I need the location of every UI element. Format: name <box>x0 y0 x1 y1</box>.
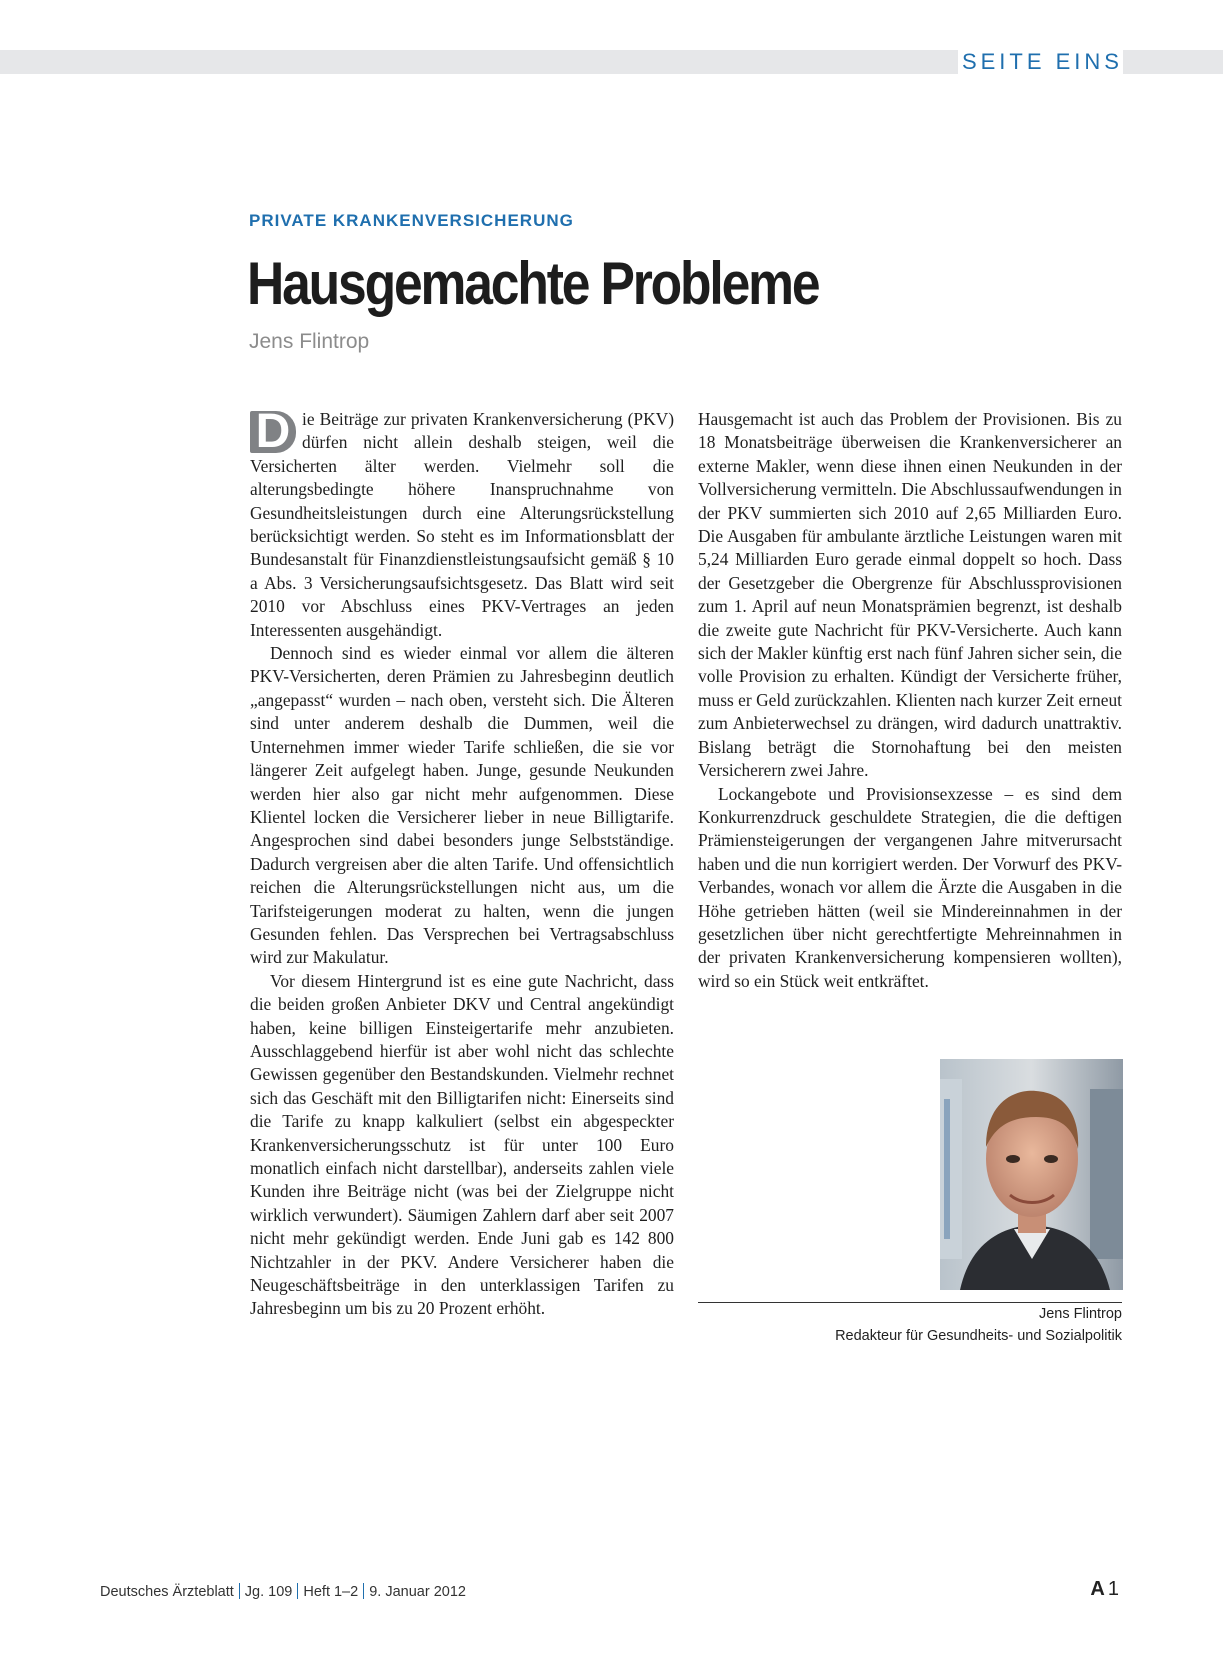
dropcap: D <box>250 411 296 453</box>
article-headline: Hausgemachte Probleme <box>247 250 819 317</box>
paragraph-3: Vor diesem Hintergrund ist es eine gute Nachricht, dass die beiden großen Anbieter DKV und Central angekündigt haben, keine billigen Einsteigertarife mehr anzubieten. Ausschlaggebend hierfür ist aber wohl nicht das schlechte Gewissen gegenüber den Bestandskunden. Vielmehr rechnet sich das Geschäft mit den Billigtarifen nicht: Einerseits sind die Tarife zu knapp kalkuliert (selbst ein abgespeckter Krankenversicherungsschutz ist für unter 100 Euro monatlich einfach nicht darstellbar), anderseits zahlen viele Kunden ihre Beiträge nicht (was bei der Zielgruppe nicht wirklich verwundert). Säumigen Zahlern darf aber seit 2007 nicht mehr gekündigt werden. Ende Juni gab es 142 800 Nichtzahler in der PKV. Andere Versicherer haben die Neugeschäftsbeiträge in den unterklassigen Tarifen zu Jahresbeginn um bis zu 20 Prozent erhöht. <box>250 970 674 1319</box>
paragraph-4: Hausgemacht ist auch das Problem der Provisionen. Bis zu 18 Monatsbeiträge überweisen die Krankenversicherer an externe Makler, wenn diese ihnen einen Neukunden in der Vollversicherung vermitteln. Die Abschlussaufwendungen in der PKV summierten sich 2010 auf 2,65 Milliarden Euro. Die Ausgaben für ambulante ärztliche Leistungen waren mit 5,24 Milliarden Euro gerade einmal doppelt so hoch. Dass der Gesetzgeber die Obergrenze für Abschlussprovisionen zum 1. April auf neun Monatsprämien begrenzt, ist deshalb die zweite gute Nachricht für PKV-Versicherte. Auch kann sich der Makler künftig erst nach fünf Jahren sicher sein, die volle Provision zu erhalten. Kündigt der Versicherte früher, muss er Geld zurückzahlen. Klienten nach kurzer Zeit erneut zum Anbieterwechsel zu drängen, wird dadurch unattraktiv. Bislang beträgt die Stornohaftung bei den meisten Versicherern zwei Jahre. <box>698 409 1122 781</box>
footer-issue: Heft 1–2 <box>303 1584 359 1600</box>
paragraph-1 <box>250 405 674 642</box>
page-number <box>1090 1578 1119 1601</box>
caption-divider <box>698 1302 1122 1303</box>
article-kicker: PRIVATE KRANKENVERSICHERUNG <box>249 211 574 230</box>
footer-volume: Jg. 109 <box>244 1584 293 1600</box>
footer-separator <box>363 1583 364 1599</box>
footer-citation <box>100 1583 466 1600</box>
article-column-left <box>250 405 674 1321</box>
article-author: Jens Flintrop <box>249 330 370 353</box>
section-label: SEITE EINS <box>958 48 1123 76</box>
page-prefix: A <box>1090 1578 1105 1600</box>
page-number-value: 1 <box>1107 1578 1119 1600</box>
footer-date: 9. Januar 2012 <box>369 1584 466 1600</box>
footer-separator <box>239 1583 240 1599</box>
caption-role: Redakteur für Gesundheits- und Sozialpolitik <box>835 1328 1122 1344</box>
footer-separator <box>297 1583 298 1599</box>
article-column-right <box>698 408 1122 993</box>
author-portrait <box>940 1059 1123 1290</box>
paragraph-1-text: ie Beiträge zur privaten Krankenversicherung (PKV) dürfen nicht allein deshalb steigen, weil die Versicherten älter werden. Vielmehr soll die alterungsbedingte höhere Inanspruchnahme von Gesundheitsleistungen durch eine Alterungsrückstellung berücksichtigt werden. So steht es im Informationsblatt der Bundesanstalt für Finanzdienstleistungsaufsicht gemäß § 10 a Abs. 3 Versicherungsaufsichtsgesetz. Das Blatt wird seit 2010 vor Abschluss eines PKV-Vertrages an jeden Interessenten ausgehändigt. <box>250 409 674 640</box>
paragraph-2: Dennoch sind es wieder einmal vor allem die älteren PKV-Versicherten, deren Prämien zu Jahresbeginn deutlich „angepasst“ wurden – nach oben, versteht sich. Die Älteren sind unter anderem deshalb die Dummen, weil die Unternehmen immer wieder Tarife schließen, die sie vor längerer Zeit aufgelegt haben. Junge, gesunde Neukunden werden hier also gar nicht mehr aufgenommen. Diese Klientel locken die Versicherer lieber in neue Billigtarife. Angesprochen sind dabei besonders junge Selbstständige. Dadurch vergreisen aber die alten Tarife. Und offensichtlich reichen die Alterungsrückstellungen nicht aus, um die Tarifsteigerungen moderat zu halten, wenn die jungen Gesunden fehlen. Das Versprechen bei Vertragsabschluss wird zur Makulatur. <box>250 643 674 968</box>
caption-name: Jens Flintrop <box>1038 1306 1122 1322</box>
paragraph-5: Lockangebote und Provisionsexzesse – es sind dem Konkurrenzdruck geschuldete Strategien, die die deftigen Prämiensteigerungen der vergangenen Jahre mitverursacht haben und die nun korrigiert werden. Der Vorwurf des PKV-Verbandes, wonach vor allem die Ärzte die Ausgaben in die Höhe getrieben hätten (weil sie Mindereinnahmen in der gesetzlichen über nicht gerechtfertigte Mehreinnahmen in der privaten Krankenversicherung kompensieren wollten), wird so ein Stück weit entkräftet. <box>698 783 1122 991</box>
footer-publication: Deutsches Ärzteblatt <box>100 1584 234 1600</box>
